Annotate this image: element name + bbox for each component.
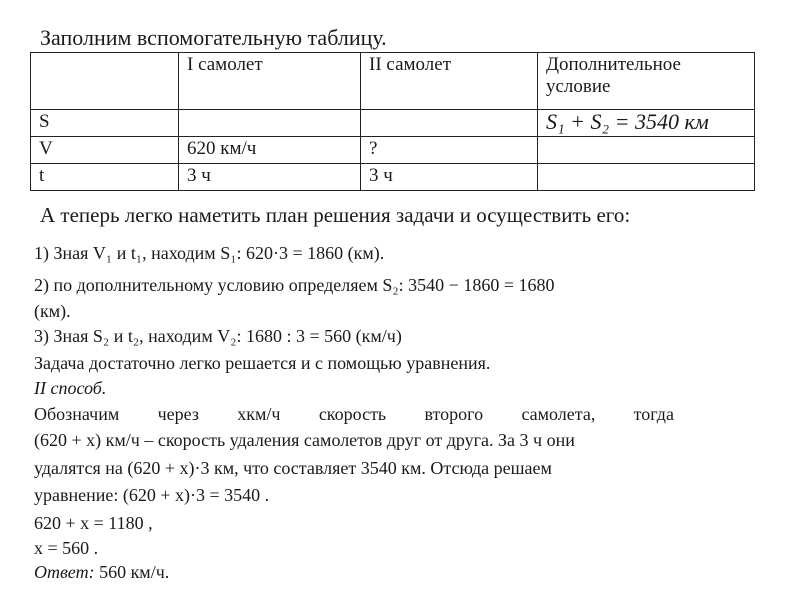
table-row (31, 137, 755, 164)
auxiliary-table (30, 52, 755, 191)
answer-value: 560 км/ч. (94, 562, 170, 582)
table-cell: ? (361, 137, 538, 164)
method-heading: II способ. (34, 378, 107, 398)
table-row (31, 164, 755, 191)
answer-line (34, 562, 169, 583)
solution-step-1: 1) Зная V₁ и t₁, находим S₁: 620·3 = 1860 (км). (34, 243, 385, 263)
plan-heading: А теперь легко наметить план решения задачи и осуществить его: (40, 203, 631, 227)
solution-step-3: 3) Зная S₂ и t₂, находим V₂: 1680 : 3 = 560 (км/ч) (34, 326, 402, 346)
word: через (157, 404, 199, 424)
paragraph-line-4: уравнение: (620 + x)·3 = 3540 . (34, 485, 270, 505)
word: тогда (633, 404, 674, 424)
table-header-cell: Дополнительное условие (538, 53, 755, 110)
word: хкм/ч (237, 404, 281, 424)
table-cell: t (31, 164, 179, 191)
table-cell (538, 137, 755, 164)
table-cell: 3 ч (361, 164, 538, 191)
table-header-row (31, 53, 755, 110)
paragraph-line-3: удалятся на (620 + x)·3 км, что составляет 3540 км. Отсюда решаем (34, 458, 552, 478)
word: самолета, (521, 404, 596, 424)
word: Обозначим (34, 404, 120, 424)
word: второго (424, 404, 484, 424)
word: скорость (318, 404, 387, 424)
equation-2: x = 560 . (34, 538, 99, 558)
solution-step-2-continued: (км). (34, 301, 71, 321)
table-cell: 620 км/ч (179, 137, 361, 164)
table-cell (179, 110, 361, 137)
table-cell: S (31, 110, 179, 137)
table-header-cell: I самолет (179, 53, 361, 110)
page-title: Заполним вспомогательную таблицу. (40, 25, 387, 50)
table-header-cell: II самолет (361, 53, 538, 110)
paragraph-line-1 (34, 404, 674, 425)
solution-step-2: 2) по дополнительному условию определяем S₂: 3540 − 1860 = 1680 (34, 275, 555, 295)
table-cell (538, 164, 755, 191)
table-header-cell (31, 53, 179, 110)
table-cell: 3 ч (179, 164, 361, 191)
table-cell: S₁ + S₂ = 3540 км (538, 110, 755, 137)
equation-1: 620 + x = 1180 , (34, 513, 153, 533)
table-cell: V (31, 137, 179, 164)
table-row (31, 110, 755, 137)
answer-label: Ответ: (34, 562, 95, 582)
table-cell (361, 110, 538, 137)
equation-note: Задача достаточно легко решается и с помощью уравнения. (34, 353, 491, 373)
paragraph-line-2: (620 + x) км/ч – скорость удаления самолетов друг от друга. За 3 ч они (34, 430, 575, 450)
